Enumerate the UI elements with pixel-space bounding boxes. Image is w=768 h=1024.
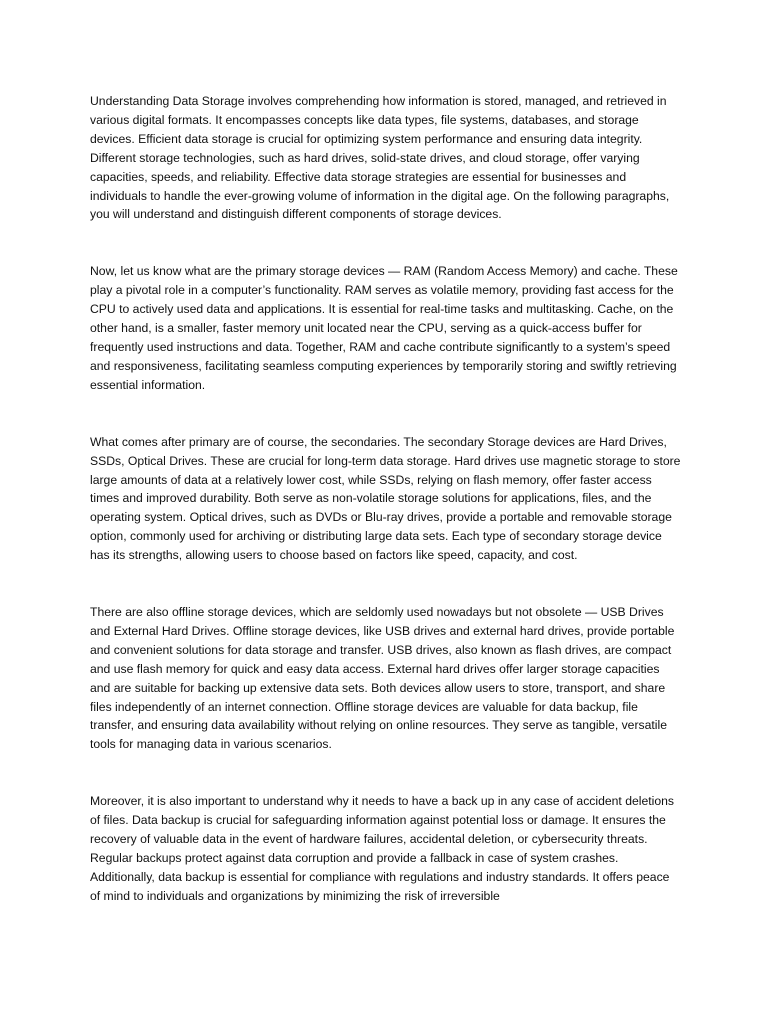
document-body <box>90 92 682 906</box>
paragraph-secondary-storage: What comes after primary are of course, the secondaries. The secondary Storage devices are Hard Drives, SSDs, Optical Drives. These are crucial for long-term data storage. Hard drives use magnetic storage to store large amounts of data at a relatively lower cost, while SSDs, relying on flash memory, offer faster access times and improved durability. Both serve as non-volatile storage solutions for applications, files, and the operating system. Optical drives, such as DVDs or Blu-ray drives, provide a portable and removable storage option, commonly used for archiving or distributing large data sets. Each type of secondary storage device has its strengths, allowing users to choose based on factors like speed, capacity, and cost. <box>90 434 681 563</box>
paragraph-offline-storage: There are also offline storage devices, which are seldomly used nowadays but not obsolete — USB Drives and External Hard Drives. Offline storage devices, like USB drives and external hard drives, provide portable and convenient solutions for data storage and transfer. USB drives, also known as flash drives, are compact and use flash memory for quick and easy data access. External hard drives offer larger storage capacities and are suitable for backing up extensive data sets. Both devices allow users to store, transport, and share files independently of an internet connection. Offline storage devices are valuable for data backup, file transfer, and ensuring data availability without relying on online resources. They serve as tangible, versatile tools for managing data in various scenarios. <box>90 605 675 752</box>
paragraph-intro: Understanding Data Storage involves comprehending how information is stored, managed, and retrieved in various digital formats. It encompasses concepts like data types, file systems, databases, and storage devices. Efficient data storage is crucial for optimizing system performance and ensuring data integrity. Different storage technologies, such as hard drives, solid-state drives, and cloud storage, offer varying capacities, speeds, and reliability. Effective data storage strategies are essential for businesses and individuals to handle the ever-growing volume of information in the digital age. On the following paragraphs, you will understand and distinguish different components of storage devices. <box>90 94 670 222</box>
paragraph-data-backup: Moreover, it is also important to understand why it needs to have a back up in any case of accident deletions of files. Data backup is crucial for safeguarding information against potential loss or damage. It ensures the recovery of valuable data in the event of hardware failures, accidental deletion, or cybersecurity threats. Regular backups protect against data corruption and provide a fallback in case of system crashes. Additionally, data backup is essential for compliance with regulations and industry standards. It offers peace of mind to individuals and organizations by minimizing the risk of irreversible <box>90 794 674 903</box>
paragraph-primary-storage: Now, let us know what are the primary storage devices — RAM (Random Access Memory) and cache. These play a pivotal role in a computer’s functionality. RAM serves as volatile memory, providing fast access for the CPU to actively used data and applications. It is essential for real-time tasks and multitasking. Cache, on the other hand, is a smaller, faster memory unit located near the CPU, serving as a quick-access buffer for frequently used instructions and data. Together, RAM and cache contribute significantly to a system’s speed and responsiveness, facilitating seamless computing experiences by temporarily storing and swiftly retrieving essential information. <box>90 264 678 392</box>
